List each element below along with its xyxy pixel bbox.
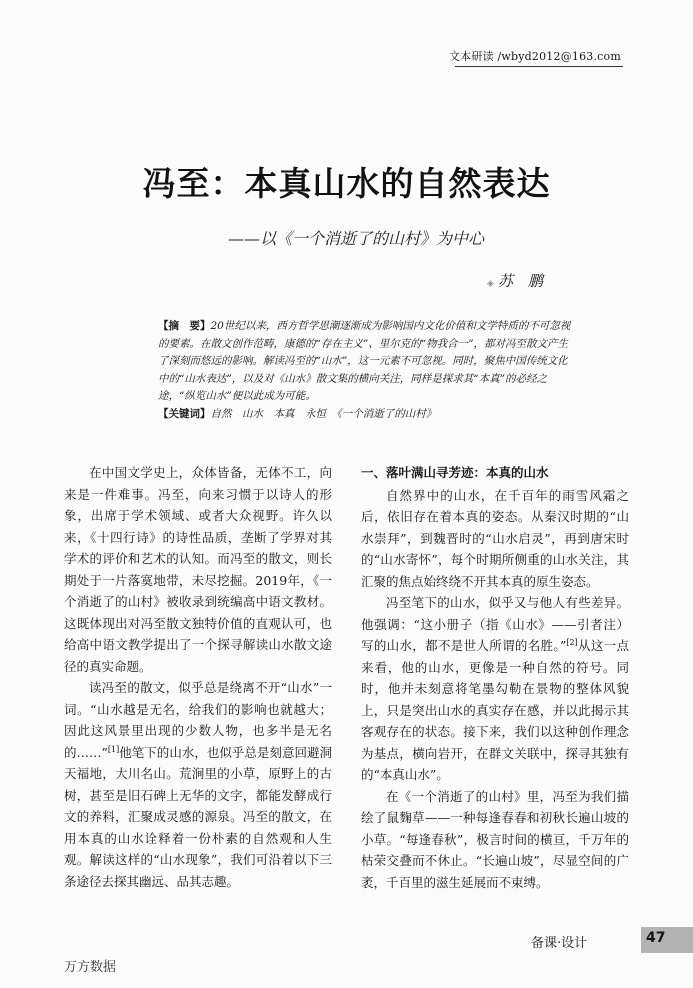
page-number: 47 [646,930,666,946]
abstract-block [158,318,573,423]
section-heading: 一、落叶满山寻芳迹：本真的山水 [361,465,549,480]
keywords-text: 自然 山水 本真 永恒 《一个消逝了的山村》 [210,407,437,420]
abstract-paragraph [158,318,573,406]
right-paragraph-2-part-2: 从这一点来看，他的山水，更像是一种自然的符号。同时，他并未刻意将笔墨勾勒在景物的整体风貌上，只是突出山水的真实存在感，并以此揭示其客观存在的状态。接下来，我们以这种创作理念为基点，横向岩开，在群文关联中，探寻其独有的“本真山水”。 [361,638,629,782]
left-paragraph-2-part-2: 他笔下的山水，也似乎总是刻意回避洞天福地，大川名山。荒涧里的小草，原野上的古树，甚至是旧石碑上无华的文字，都能发酵成行文的养料，汇聚成灵感的源泉。冯至的散文，在用本真的山水诠释着一份朴素的自然观和人生观。解读这样的“山水现象”，我们可沿着以下三条途径去探其幽远、品其志趣。 [64,744,332,889]
right-column [361,462,629,893]
header-rule [455,66,623,67]
database-watermark: 万方数据 [64,960,117,975]
right-paragraph-2 [361,592,629,786]
author-bullet-icon: ◈ [487,279,494,289]
keywords-paragraph [158,406,573,424]
left-column [64,462,332,892]
article-subtitle: ——以《一个消逝了的山村》为中心 [228,229,485,248]
abstract-text: 20世纪以来，西方哲学思潮逐渐成为影响国内文化价值和文学特质的不可忽视的要素。在散文创作范畴，康德的“存在主义”、里尔克的“物我合一”，都对冯至散文产生了深刻而悠远的影响。解读冯至的“山水”，这一元素不可忽视。同时，聚焦中国传统文化中的“山水表达”，以及对《山水》散文集的横向关注，同样是探求其“本真”的必经之途，“纵览山水”便以此成为可能。 [158,320,571,402]
right-paragraph-2-part-1: 冯至笔下的山水，似乎又与他人有些差异。他强调：“这小册子（指《山水》——引者注）写的山水，都不是世人所谓的名胜。” [361,595,629,653]
left-paragraph-1: 在中国文学史上，众体皆备，无体不工，向来是一件难事。冯至，向来习惯于以诗人的形象，出席于学术领域、或者大众视野。许久以来，《十四行诗》的诗性品质，垄断了学界对其学术的评价和艺术的认知。而冯至的散文，则长期处于一片落寞地带，未尽挖掘。2019年，《一个消逝了的山村》被收录到统编高中语文教材。这既体现出对冯至散文独特价值的直观认可，也给高中语文教学提出了一个探寻解读山水散文途径的真实命题。 [64,465,332,674]
author-name: 苏 鹏 [497,272,543,290]
column-header: 文本研读 /wbyd2012@163.com [448,50,621,63]
right-paragraph-1: 自然界中的山水，在千百年的雨雪风霜之后，依旧存在着本真的姿态。从秦汉时期的“山水崇拜”，到魏晋时的“山水启灵”，再到唐宋时的“山水寄怀”，每个时期所侧重的山水关注，其汇聚的焦点始终绕不开其本真的原生姿态。 [361,487,629,589]
left-paragraph-2-part-1: 读冯至的散文，似乎总是绕离不开“山水”一词。“山水越是无名，给我们的影响也就越大；因此这风景里出现的少数人物，也多半是无名的……” [64,680,332,760]
left-paragraph-2 [64,677,332,892]
citation-ref-1: [1] [107,744,120,754]
author-line [487,270,543,291]
abstract-tag: 【摘 要】 [158,320,211,332]
right-paragraph-3: 在《一个消逝了的山村》里，冯至为我们描绘了鼠麴草——一种每逢春春和初秋长遍山坡的小草。“每逢春秋”，极言时间的横亘，千万年的枯荣交叠而不休止。“长遍山坡”，尽显空间的广袤，千百里的滋生延展而不束缚。 [361,788,629,890]
keywords-tag: 【关键词】 [158,407,211,420]
citation-ref-2: [2] [566,637,578,647]
footer-section-label: 备课·设计 [531,936,588,951]
article-title: 冯至：本真山水的自然表达 [142,164,551,203]
